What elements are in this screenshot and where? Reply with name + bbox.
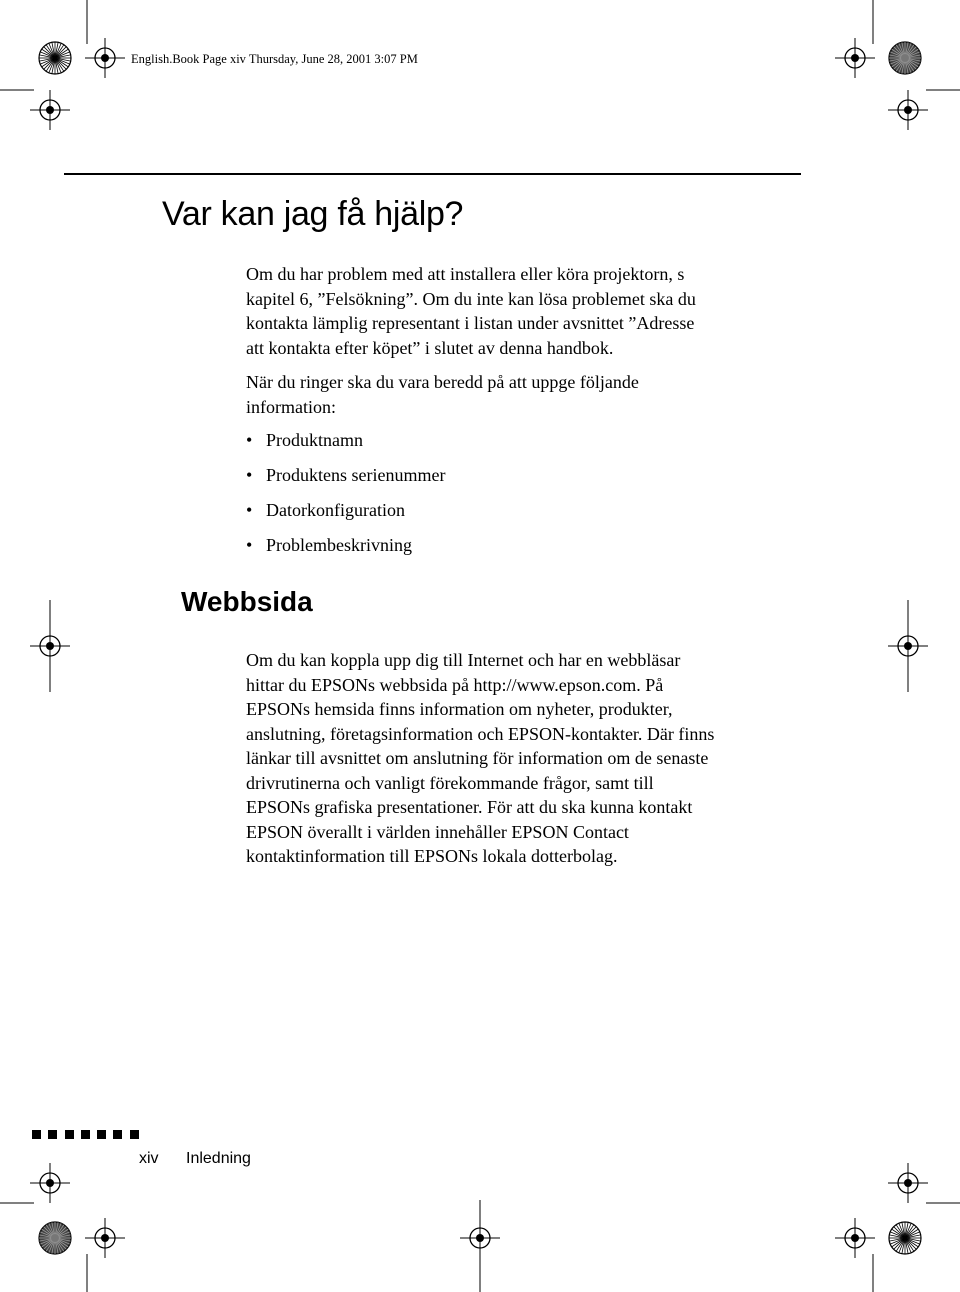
page-number: xiv: [139, 1150, 159, 1167]
list-item: [246, 498, 445, 533]
bullet-icon: •: [246, 500, 253, 520]
page-title: Var kan jag få hjälp?: [162, 195, 464, 233]
call-info-paragraph: När du ringer ska du vara beredd på att uppge följande information:: [246, 372, 639, 417]
bullet-icon: •: [246, 535, 253, 555]
list-item: [246, 428, 445, 463]
bullet-icon: •: [246, 465, 253, 485]
chapter-name: Inledning: [186, 1150, 251, 1167]
required-info-list: [246, 428, 445, 568]
list-item-label: Produktens serienummer: [266, 465, 446, 485]
list-item-label: Produktnamn: [266, 430, 363, 450]
list-item-label: Datorkonfiguration: [266, 500, 405, 520]
list-item-label: Problembeskrivning: [266, 535, 412, 555]
intro-paragraph: Om du har problem med att installera eller köra projektorn, s kapitel 6, ”Felsökning”. Om du inte kan lösa problemet ska du kontakta lämplig representant i listan under avsnittet ”Adresse att kontakta efter köpet” i slutet av denna handbok.: [246, 264, 696, 358]
list-item: [246, 463, 445, 498]
list-item: [246, 533, 445, 568]
footer-square-marks: [32, 1130, 146, 1139]
bullet-icon: •: [246, 430, 253, 450]
header-rule: [64, 173, 801, 175]
section-heading-webbsida: Webbsida: [181, 586, 313, 617]
website-paragraph: Om du kan koppla upp dig till Internet och har en webbläsar hittar du EPSONs webbsida på http://www.epson.com. På EPSONs hemsida finns information om nyheter, produkter, anslutning, företagsinformation och EPSON-kontakter. Där finns länkar till avsnittet om anslutning för information om de senaste drivrutinerna och vanligt förekommande frågor, samt till EPSONs grafiska presentationer. För att du ska kunna kontakt EPSON överallt i världen innehåller EPSON Contact kontaktinformation till EPSONs lokala dotterbolag.: [246, 650, 715, 866]
running-header: English.Book Page xiv Thursday, June 28, 2001 3:07 PM: [131, 52, 418, 66]
